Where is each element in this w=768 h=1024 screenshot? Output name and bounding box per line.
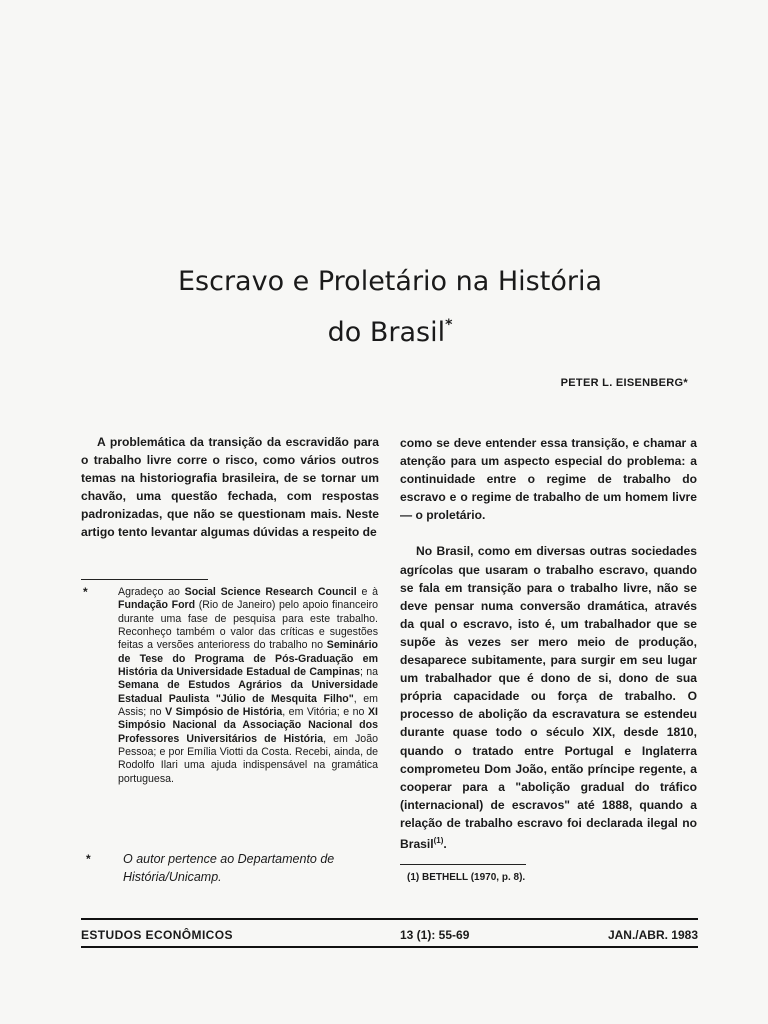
- right-paragraph-1: como se deve entender essa transição, e chamar a atenção para um aspecto especial do problema: a continuidade entre o regime de trabalho do escravo e o regime de trabalho de um homem livre — o proletário.: [400, 436, 697, 523]
- volume-pages: 13 (1): 55-69: [400, 928, 470, 942]
- right-paragraph-2: No Brasil, como em diversas outras sociedades agrícolas que usaram o trabalho escravo, quando se fala em transição para o trabalho livre, não se deve pensar numa conversão dramática, através da qual o escravo, isto é, um trabalhador que se supõe às vezes ser mero meio de produção, desaparece subitamente, para surgir em seu lugar um trabalhador que é dono de si, dono de sua própria capacidade ou força de trabalho. O processo de abolição da escravatura se estendeu durante quase todo o século XIX, desde 1810, quando o tratado entre Portugal e Inglaterra comprometeu Dom João, então príncipe regente, a cooperar para a "abolição gradual do tráfico (internacional) de escravos" até 1888, quando a relação de trabalho escravo foi declarada ilegal no Brasil$^{(1)}$.: [400, 544, 697, 851]
- fn1-text: (Rio de Janeiro) pelo apoio financeiro durante uma fase de pesquisa para este trabalho. Reconheço também o valor das críticas e sugestões feitas a versões anterioress do trabalho no: [118, 599, 378, 652]
- fn1-bold: Social Science Research Council: [184, 586, 357, 598]
- left-column: [81, 433, 379, 542]
- footnote-star-2: *: [86, 852, 91, 866]
- fn1-bold: V Simpósio de História: [165, 706, 283, 719]
- fn1-text: , em Vitória; e no: [282, 706, 368, 719]
- fn1-bold: Semana de Estudos Agrários da Universidade Estadual Paulista "Júlio de Mesquita Filho": [118, 679, 378, 705]
- footnote-divider-right: [400, 864, 526, 865]
- footnote-acknowledgement: [118, 586, 378, 786]
- footnote-divider-left: [81, 579, 208, 580]
- fn1-bold: XI Simpósio Nacional da Associação Nacional dos Professores Universitários de História: [118, 706, 378, 745]
- fn1-text: , em João Pessoa; e por Emília Viotti da Costa. Recebi, ainda, de Rodolfo Ilari uma ajuda indispensável na gramática portuguesa.: [118, 732, 378, 785]
- footer-rule-top: [81, 918, 698, 920]
- right-paragraph-2-text: No Brasil, como em diversas outras sociedades agrícolas que usaram o trabalho escravo, quando se fala em transição para o trabalho livre, não se deve pensar numa conversão dramática, através da qual o escravo, isto é, um trabalhador que se supõe às vezes ser mero meio de produção, desaparece subitamente, para surgir em seu lugar um trabalhador que é dono de si, dono de sua própria capacidade ou força de trabalho. O processo de abolição da escravatura se estendeu durante quase todo o século XIX, desde 1810, quando o tratado entre Portugal e Inglaterra comprometeu Dom João, então príncipe regente, a cooperar para a "abolição gradual do tráfico (internacional) de escravos" até 1888, quando a relação de trabalho escravo foi declarada ilegal no Brasil: [400, 544, 697, 851]
- fn1-bold: Seminário de Tese do Programa de Pós-Graduação em História da Universidade Estadual de Campinas: [118, 639, 378, 679]
- journal-name: ESTUDOS ECONÔMICOS: [81, 928, 233, 942]
- fn1-text: e à: [356, 586, 378, 598]
- footnote-author-affiliation: O autor pertence ao Departamento de História/Unicamp.: [123, 852, 335, 884]
- left-paragraph: A problemática da transição da escravidão para o trabalho livre corre o risco, como vários outros temas na historiografia brasileira, de se tornar um chavão, uma questão fechada, com respostas padronizadas, que não se questionam mais. Neste artigo tento levantar algumas dúvidas a respeito de: [81, 435, 379, 540]
- footnote-reference-1: (1) BETHELL (1970, p. 8).: [407, 872, 526, 883]
- author-name: PETER L. EISENBERG*: [560, 377, 688, 389]
- right-column: [400, 434, 697, 853]
- fn1-text: , em Assis; no: [118, 692, 378, 719]
- footnote-reference: (1): [433, 835, 444, 845]
- article-title-line-2-text: do Brasil: [327, 317, 446, 348]
- footnote-star-1: *: [83, 585, 88, 599]
- footer-rule-bottom: [81, 946, 698, 948]
- issue-date: JAN./ABR. 1983: [607, 928, 698, 942]
- fn1-text: Agradeço ao: [118, 586, 185, 598]
- fn1-text: ; na: [359, 666, 379, 679]
- fn1-bold: Fundação Ford: [118, 599, 196, 612]
- title-footnote-mark: *: [445, 317, 453, 333]
- article-title-line-2: [100, 306, 680, 352]
- article-title-line-1: Escravo e Proletário na História: [177, 266, 603, 297]
